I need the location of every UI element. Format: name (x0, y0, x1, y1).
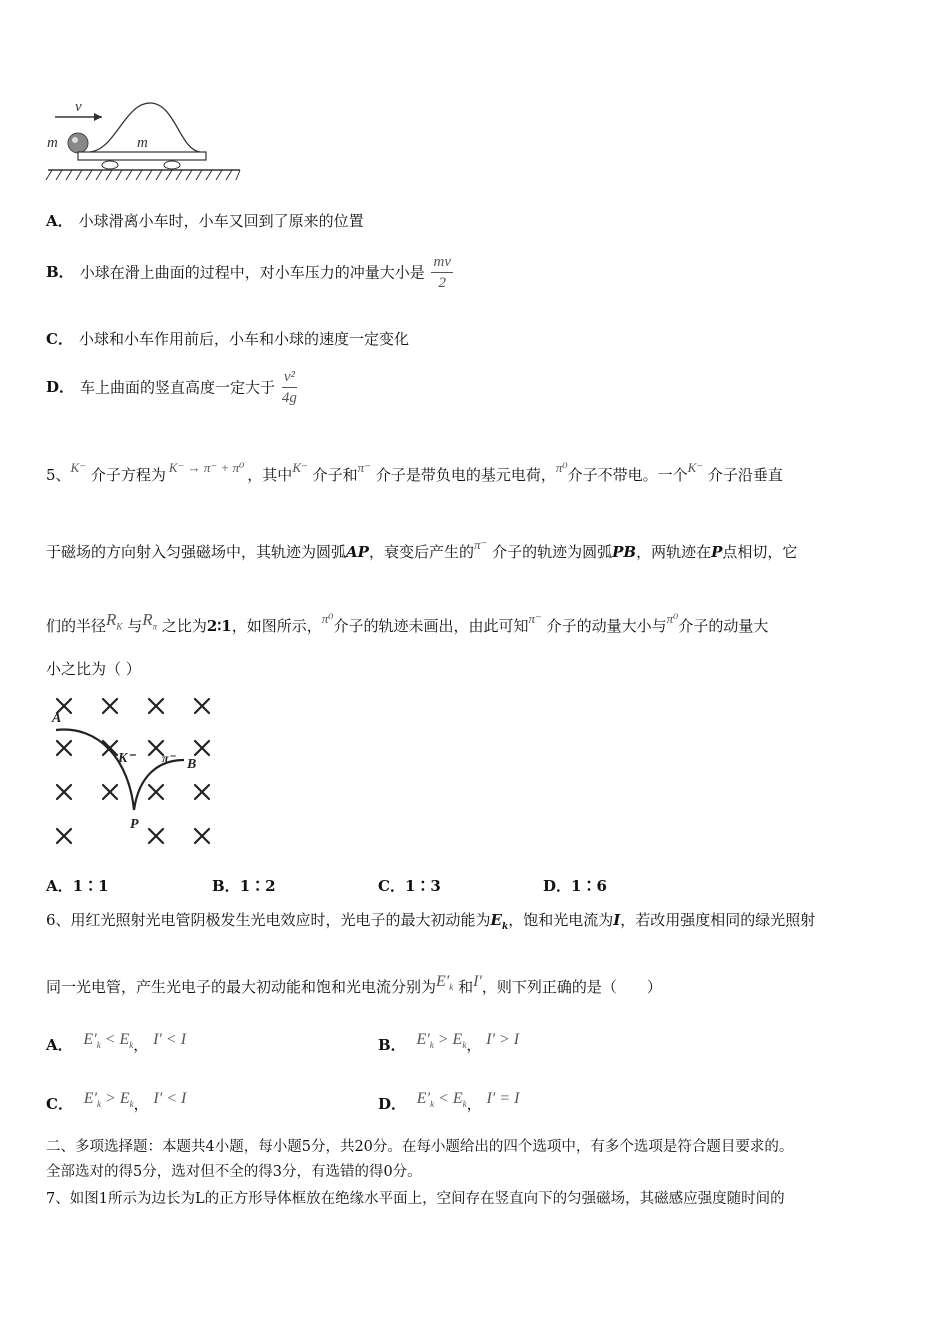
point-p-label: P (130, 817, 139, 832)
q7-text: 7、如图1所示为边长为L的正方形导体框放在绝缘水平面上，空间存在竖直向下的匀强磁场，其磁感应强度随时间的 (46, 1191, 785, 1207)
car-mass-label: m (137, 135, 148, 151)
q5-option-b[interactable]: B．1∶2 (212, 877, 276, 895)
k-meson-trajectory (56, 730, 134, 810)
point-a-label: A (52, 711, 62, 726)
option-label: B． (46, 262, 74, 281)
q5-option-c[interactable]: C．1∶3 (378, 877, 441, 895)
k-minus-symbol: K⁻ (70, 460, 87, 475)
ball (68, 133, 88, 153)
q6-line1: 6、用红光照射光电管阴极发生光电效应时，光电子的最大初动能为$E_k$，饱和光电流为I，若改用强度相同的绿光照射 (46, 911, 816, 932)
ball-car-figure (40, 95, 250, 185)
q6-option-a[interactable]: A． $E'_k < E_k$， I′ < I (46, 1031, 187, 1054)
ball-mass-label: m (47, 135, 58, 151)
option-label: A． (46, 212, 73, 230)
car-body (78, 152, 206, 160)
option-text: 小球在滑上曲面的过程中，对小车压力的冲量大小是 (79, 263, 425, 282)
q6-option-d[interactable]: D． $E'_k < E_k$， I′ = I (378, 1090, 520, 1113)
decay-equation: K⁻ → π⁻ + π⁰ (168, 460, 245, 475)
q4-option-a[interactable] (46, 211, 364, 231)
magnetic-field-figure (44, 690, 224, 850)
q5-option-d[interactable]: D．1∶6 (543, 877, 607, 895)
q6-option-b[interactable]: B． $E'_k > E_k$， I′ > I (378, 1031, 520, 1054)
q6-option-c[interactable]: C． $E'_k > E_k$， I′ < I (46, 1090, 187, 1113)
option-label: D． (46, 377, 75, 396)
q4-option-c[interactable] (46, 329, 409, 349)
pi-meson-label: π⁻ (162, 751, 175, 765)
pi-meson-trajectory (134, 760, 184, 810)
fraction-v2-over-4g: $\frac{\text{v²}}{4g}$ (281, 369, 297, 406)
q4-option-d[interactable] (46, 367, 299, 408)
point-b-label: B (187, 757, 197, 772)
q5-line2: 于磁场的方向射入匀强磁场中，其轨迹为圆弧AP，衰变后产生的π⁻ 介子的轨迹为圆弧PB，两轨迹在P点相切，它 (46, 537, 798, 561)
velocity-label: v (75, 99, 82, 115)
k-meson-label: K⁻ (118, 751, 135, 766)
q5-option-a[interactable]: A．1∶1 (46, 877, 109, 895)
q6-line2: 同一光电管，产生光电子的最大初动能和饱和光电流分别为$E'_k$ 和I′，则下列正确的是（ ） (46, 973, 662, 996)
q4-option-b[interactable] (46, 252, 455, 293)
q5-line3: 们的半径$R_K$ 与$R_\pi$ 之比为2∶1，如图所示，π⁰介子的轨迹未画出，由此可知π⁻ 介子的动量大小与π⁰介子的动量大 (46, 610, 769, 635)
section2-heading-line1: 二、多项选择题：本题共4小题，每小题5分，共20分。在每小题给出的四个选项中，有多个选项是符合题目要求的。 (46, 1139, 794, 1155)
option-label: C． (46, 330, 73, 348)
option-text: 车上曲面的竖直高度一定大于 (80, 378, 276, 397)
q5-line4: 小之比为（ ） (46, 660, 141, 678)
option-text: 小球滑离小车时，小车又回到了原来的位置 (78, 212, 364, 230)
q5-line1: 5、K⁻ 介子方程为 K⁻ → π⁻ + π⁰ ，其中K⁻ 介子和π⁻ 介子是带负电的基元电荷，π⁰介子不带电。一个K⁻ 介子沿垂直 (46, 460, 783, 484)
option-text: 小球和小车作用前后，小车和小球的速度一定变化 (78, 330, 409, 348)
section2-heading-line2: 全部选对的得5分，选对但不全的得3分，有选错的得0分。 (46, 1164, 422, 1180)
fraction-mv-over-2: $\frac{mv}{2}$ (433, 254, 451, 291)
